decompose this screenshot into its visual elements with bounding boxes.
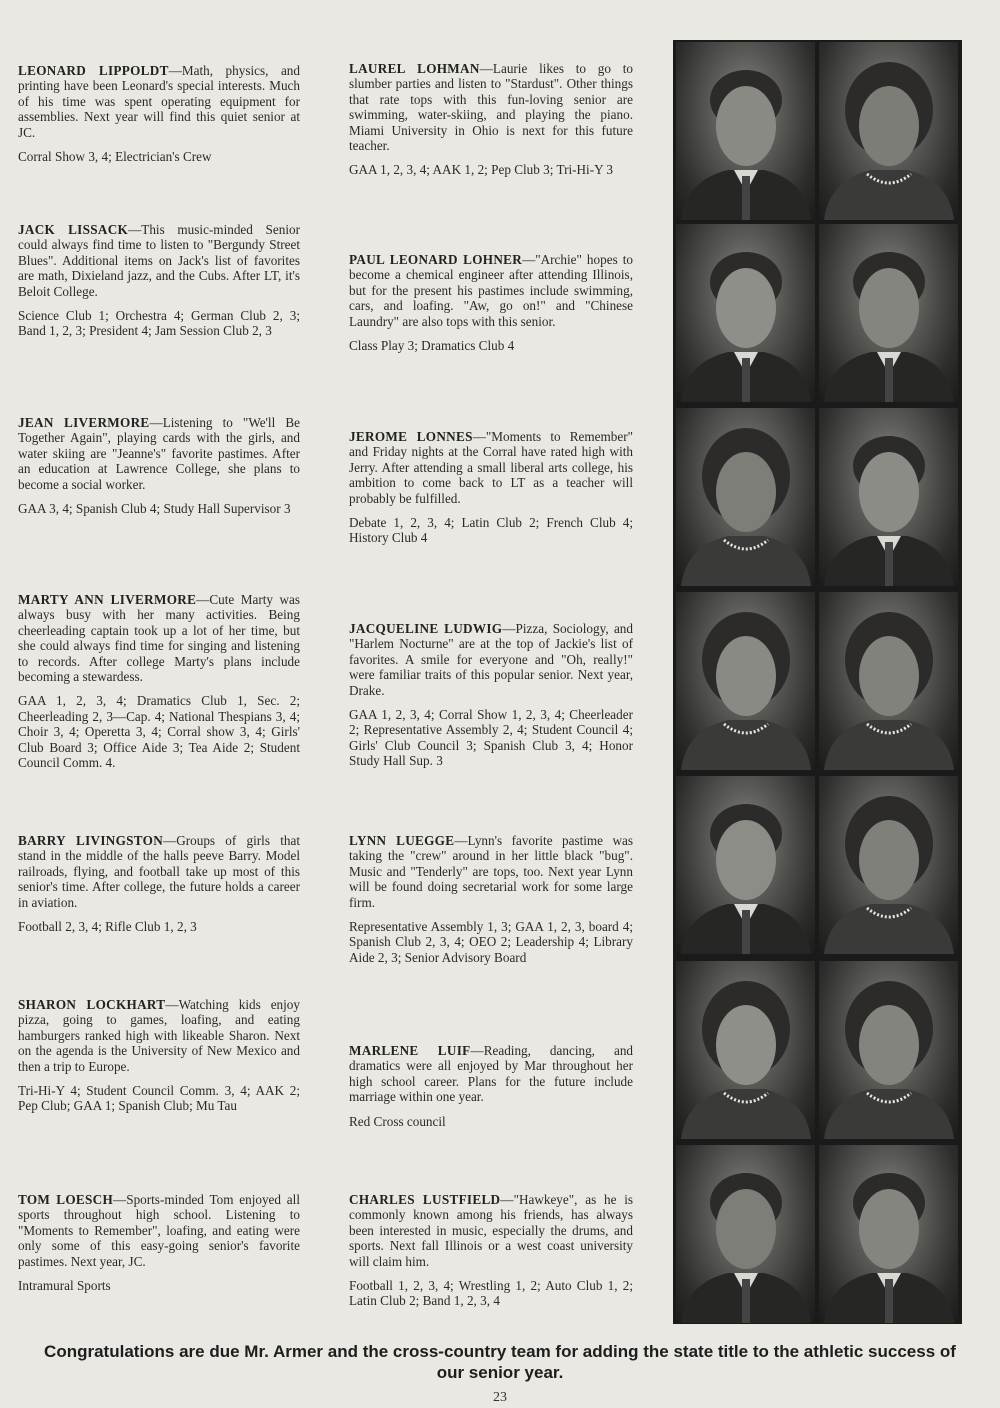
senior-activities: Class Play 3; Dramatics Club 4: [349, 338, 515, 354]
senior-activities: Football 2, 3, 4; Rifle Club 1, 2, 3: [18, 919, 197, 935]
portrait-female-photo: [819, 592, 958, 770]
portrait-male-photo: [819, 408, 958, 586]
senior-bio: "Hawkeye", as he is commonly known among his friends, has always been interested in music, especially the drums, and sports. Next fall Illinois or a west coast university will claim him.: [349, 1192, 633, 1269]
senior-name: MARLENE LUIF: [349, 1043, 471, 1058]
senior-entry: LYNN LUEGGE—Lynn's favorite pastime was taking the "crew" around in her little black "bug". Music and "Tenderly" are tops, too. Next year Lynn will be found doing secretarial work for some large firm. Representative Assembly 1, 3; GAA 1, 2, 3, board 4; Spanish Club 2, 3, 4; OEO 2; Leadership 4; Library Aide 2, 3; Senior Advisory Board: [349, 833, 633, 965]
senior-bio: Math, physics, and printing have been Leonard's special interests. Much of his time was spent operating equipment for assemblies. Next year will find this quiet senior at JC.: [18, 63, 300, 140]
senior-bio: Watching kids enjoy pizza, going to games, loafing, and eating hamburgers ranked high with likeable Sharon. Next on the agenda is the University of New Mexico and then a trip to Europe.: [18, 997, 300, 1074]
senior-entry: JEAN LIVERMORE—Listening to "We'll Be Together Again", playing cards with the girls, and water skiing are "Jeanne's" favorite pastimes. After an education at Lawrence College, she plans to become a social worker. GAA 3, 4; Spanish Club 4; Study Hall Supervisor 3: [18, 415, 300, 517]
senior-entry: SHARON LOCKHART—Watching kids enjoy pizza, going to games, loafing, and eating hamburgers ranked high with likeable Sharon. Next on the agenda is the University of New Mexico and then a trip to Europe. Tri-Hi-Y 4; Student Council Comm. 3, 4; AAK 2; Pep Club; GAA 1; Spanish Club; Mu Tau: [18, 997, 300, 1114]
senior-bio: "Archie" hopes to become a chemical engineer after attending Illinois, but for the present his pastimes include swimming, cars, and loafing. "Aw, go on!" and "Chinese Laundry" are also tops with this senior.: [349, 252, 633, 329]
portrait-male-photo: [819, 224, 958, 402]
senior-bio: Sports-minded Tom enjoyed all sports throughout high school. Listening to "Moments to Remember", loafing, and eating were only some of this easy-going senior's favorite pastimes. Next year, JC.: [18, 1192, 300, 1269]
senior-activities: GAA 1, 2, 3, 4; Corral Show 1, 2, 3, 4; Cheerleader 2; Representative Assembly 2, 4; Student Council 4; Girls' Club Council 3; Spanish Club 3, 4; Honor Study Hall Sup. 3: [349, 707, 633, 769]
senior-entry: LAUREL LOHMAN—Laurie likes to go to slumber parties and listen to "Stardust". Other things that rate tops with this fun-loving senior are swimming, water-skiing, and playing the piano. Miami University in Ohio is next for this future teacher. GAA 1, 2, 3, 4; AAK 1, 2; Pep Club 3; Tri-Hi-Y 3: [349, 61, 634, 178]
senior-name: SHARON LOCKHART: [18, 997, 166, 1012]
footer-note: Congratulations are due Mr. Armer and the cross-country team for adding the state title to the athletic success of our senior year.: [44, 1342, 956, 1382]
senior-bio: This music-minded Senior could always find time to listen to "Bergundy Street Blues". Additional items on Jack's list of favorites are math, Dixieland jazz, and the Cubs. After LT, it's Beloit College.: [18, 222, 300, 299]
senior-entry: MARLENE LUIF—Reading, dancing, and dramatics were all enjoyed by Mar throughout her high school career. Plans for the future include marriage within one year. Red Cross council: [349, 1043, 634, 1129]
portrait-female-photo: [676, 592, 815, 770]
senior-activities: Corral Show 3, 4; Electrician's Crew: [18, 149, 212, 165]
portrait-male-photo: [676, 42, 815, 220]
senior-activities: Representative Assembly 1, 3; GAA 1, 2, 3, board 4; Spanish Club 2, 3, 4; OEO 2; Leadership 4; Library Aide 2, 3; Senior Advisory Board: [349, 919, 633, 965]
portrait-male-photo: [819, 1145, 958, 1323]
senior-activities: GAA 1, 2, 3, 4; AAK 1, 2; Pep Club 3; Tri-Hi-Y 3: [349, 162, 614, 178]
senior-name: LYNN LUEGGE: [349, 833, 455, 848]
senior-name: JEAN LIVERMORE: [18, 415, 150, 430]
senior-bio: Cute Marty was always busy with her many activities. Being cheerleading captain took up a lot of her time, but she could always find time for singing and listening to records. After college Marty's plans include becoming a stewardess.: [18, 592, 300, 685]
senior-entry: MARTY ANN LIVERMORE—Cute Marty was always busy with her many activities. Being cheerleading captain took up a lot of her time, but she could always find time for singing and listening to records. After college Marty's plans include becoming a stewardess. GAA 1, 2, 3, 4; Dramatics Club 1, Sec. 2; Cheerleading 2, 3—Cap. 4; National Thespians 3, 4; Choir 3, 4; Operetta 3, 4; Corral show 3, 4; Girls' Club Board 3; Office Aide 3; Tea Aide 2; Student Council Comm. 4.: [18, 592, 300, 771]
portrait-female-photo: [676, 408, 815, 586]
senior-activities: GAA 3, 4; Spanish Club 4; Study Hall Supervisor 3: [18, 501, 291, 517]
senior-entry: CHARLES LUSTFIELD—"Hawkeye", as he is commonly known among his friends, has always been interested in music, especially the drums, and sports. Next fall Illinois or a west coast university will claim him. Football 1, 2, 3, 4; Wrestling 1, 2; Auto Club 1, 2; Latin Club 2; Band 1, 2, 3, 4: [349, 1192, 633, 1309]
senior-entry: LEONARD LIPPOLDT—Math, physics, and printing have been Leonard's special interests. Much of his time was spent operating equipment for assemblies. Next year will find this quiet senior at JC. Corral Show 3, 4; Electrician's Crew: [18, 63, 300, 165]
senior-activities: Football 1, 2, 3, 4; Wrestling 1, 2; Auto Club 1, 2; Latin Club 2; Band 1, 2, 3, 4: [349, 1278, 633, 1309]
senior-name: BARRY LIVINGSTON: [18, 833, 164, 848]
senior-activities: Debate 1, 2, 3, 4; Latin Club 2; French Club 4; History Club 4: [349, 515, 633, 546]
senior-activities: Science Club 1; Orchestra 4; German Club 2, 3; Band 1, 2, 3; President 4; Jam Session Club 2, 3: [18, 308, 300, 339]
portrait-female-photo: [819, 961, 958, 1139]
senior-activities: GAA 1, 2, 3, 4; Dramatics Club 1, Sec. 2; Cheerleading 2, 3—Cap. 4; National Thespians 3, 4; Choir 3, 4; Operetta 3, 4; Corral show 3, 4; Girls' Club Board 3; Office Aide 3; Tea Aide 2; Student Council Comm. 4.: [18, 693, 300, 771]
senior-entry: JACK LISSACK—This music-minded Senior could always find time to listen to "Bergundy Street Blues". Additional items on Jack's list of favorites are math, Dixieland jazz, and the Cubs. After LT, it's Beloit College. Science Club 1; Orchestra 4; German Club 2, 3; Band 1, 2, 3; President 4; Jam Session Club 2, 3: [18, 222, 300, 339]
senior-name: LAUREL LOHMAN: [349, 61, 480, 76]
senior-bio: Listening to "We'll Be Together Again", playing cards with the girls, and water skiing are "Jeanne's" favorite pastimes. After an education at Lawrence College, she plans to become a social worker.: [18, 415, 300, 492]
senior-entry: BARRY LIVINGSTON—Groups of girls that stand in the middle of the halls peeve Barry. Model railroads, flying, and football take up most of this senior's time. After college, the future holds a career in aviation. Football 2, 3, 4; Rifle Club 1, 2, 3: [18, 833, 300, 935]
senior-name: TOM LOESCH: [18, 1192, 114, 1207]
portrait-male-photo: [676, 1145, 815, 1323]
senior-bio: Pizza, Sociology, and "Harlem Nocturne" are at the top of Jackie's list of favorites. A smile for everyone and "Oh, really!" were familiar traits of this popular senior. Next year, Drake.: [349, 621, 633, 698]
page-number: 23: [493, 1390, 507, 1405]
senior-entry: PAUL LEONARD LOHNER—"Archie" hopes to become a chemical engineer after attending Illinois, but for the present his pastimes include swimming, cars, and loafing. "Aw, go on!" and "Chinese Laundry" are also tops with this senior. Class Play 3; Dramatics Club 4: [349, 252, 633, 354]
senior-name: JACK LISSACK: [18, 222, 129, 237]
portrait-grid: [673, 40, 962, 1324]
portrait-male-photo: [676, 776, 815, 954]
senior-entry: JACQUELINE LUDWIG—Pizza, Sociology, and "Harlem Nocturne" are at the top of Jackie's list of favorites. A smile for everyone and "Oh, really!" were familiar traits of this popular senior. Next year, Drake. GAA 1, 2, 3, 4; Corral Show 1, 2, 3, 4; Cheerleader 2; Representative Assembly 2, 4; Student Council 4; Girls' Club Council 3; Spanish Club 3, 4; Honor Study Hall Sup. 3: [349, 621, 633, 769]
senior-activities: Red Cross council: [349, 1113, 446, 1129]
portrait-male-photo: [676, 224, 815, 402]
senior-name: MARTY ANN LIVERMORE: [18, 592, 197, 607]
portrait-female-photo: [819, 776, 958, 954]
senior-name: CHARLES LUSTFIELD: [349, 1192, 501, 1207]
senior-bio: Laurie likes to go to slumber parties and listen to "Stardust". Other things that rate tops with this fun-loving senior are swimming, water-skiing, and playing the piano. Miami University in Ohio is next for this future teacher.: [349, 61, 634, 154]
senior-name: PAUL LEONARD LOHNER: [349, 252, 523, 267]
senior-activities: Intramural Sports: [18, 1278, 111, 1294]
senior-entry: TOM LOESCH—Sports-minded Tom enjoyed all sports throughout high school. Listening to "Moments to Remember", loafing, and eating were only some of this easy-going senior's favorite pastimes. Next year, JC. Intramural Sports: [18, 1192, 300, 1294]
senior-name: LEONARD LIPPOLDT: [18, 63, 169, 78]
senior-name: JEROME LONNES: [349, 429, 473, 444]
senior-bio: Reading, dancing, and dramatics were all enjoyed by Mar throughout her high school career. Plans for the future include marriage within one year.: [349, 1043, 634, 1105]
portrait-female-photo: [819, 42, 958, 220]
senior-bio: Groups of girls that stand in the middle of the halls peeve Barry. Model railroads, flying, and football take up most of this senior's time. After college, the future holds a career in aviation.: [18, 833, 300, 910]
portrait-female-photo: [676, 961, 815, 1139]
senior-entry: JEROME LONNES—"Moments to Remember" and Friday nights at the Corral have rated high with Jerry. After attending a small liberal arts college, his ambition to come back to LT as a teacher will probably be fulfilled. Debate 1, 2, 3, 4; Latin Club 2; French Club 4; History Club 4: [349, 429, 633, 546]
senior-activities: Tri-Hi-Y 4; Student Council Comm. 3, 4; AAK 2; Pep Club; GAA 1; Spanish Club; Mu Tau: [18, 1083, 300, 1114]
senior-bio: Lynn's favorite pastime was taking the "crew" around in her little black "bug". Music and "Tenderly" are tops, too. Next year Lynn will be found doing secretarial work for some large firm.: [349, 833, 633, 910]
senior-bio: "Moments to Remember" and Friday nights at the Corral have rated high with Jerry. After attending a small liberal arts college, his ambition to come back to LT as a teacher will probably be fulfilled.: [349, 429, 633, 506]
senior-name: JACQUELINE LUDWIG: [349, 621, 503, 636]
